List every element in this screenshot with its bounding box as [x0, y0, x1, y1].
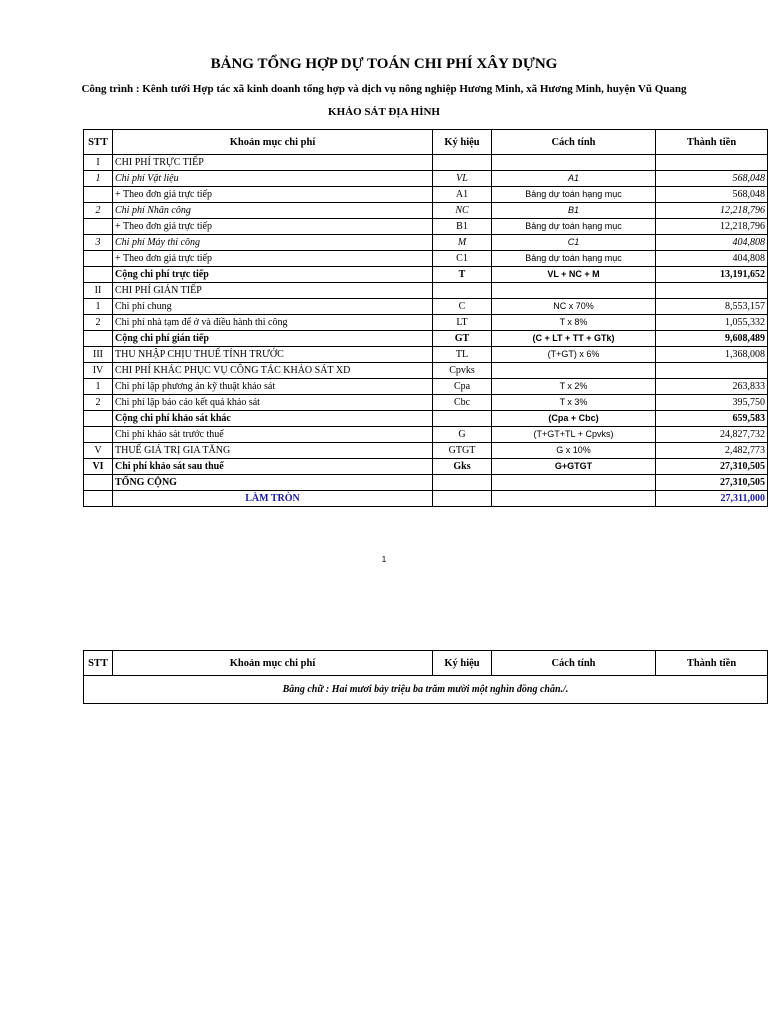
row-amount: 404,808 [656, 235, 768, 251]
row-stt [84, 491, 113, 507]
row-item-name: Cộng chi phí gián tiếp [113, 331, 433, 347]
header-amount: Thành tiền [656, 130, 768, 155]
table-row [84, 475, 768, 491]
row-method: Bảng dự toán hạng mục [492, 219, 656, 235]
row-item-name: Chi phí Máy thi công [113, 235, 433, 251]
project-subtitle: Công trình : Kênh tưới Hợp tác xã kinh doanh tổng hợp và dịch vụ nông nghiệp Hương Minh, xã Hương Minh, huyện Vũ Quang [81, 83, 687, 95]
row-item-name: Chi phí chung [113, 299, 433, 315]
header-stt: STT [84, 651, 113, 676]
table-row [84, 395, 768, 411]
table-row [84, 379, 768, 395]
row-symbol [433, 491, 492, 507]
row-method [492, 363, 656, 379]
row-item-name: + Theo đơn giá trực tiếp [113, 251, 433, 267]
row-symbol: B1 [433, 219, 492, 235]
header-method: Cách tính [492, 130, 656, 155]
table-header-row [84, 130, 768, 155]
row-method: Bảng dự toán hạng mục [492, 251, 656, 267]
row-item-name: Chi phí lập phương án kỹ thuật khảo sát [113, 379, 433, 395]
row-method: Bảng dự toán hạng mục [492, 187, 656, 203]
row-item-name: Cộng chi phí khảo sát khác [113, 411, 433, 427]
row-item-name: Chi phí lập báo cáo kết quả khảo sát [113, 395, 433, 411]
row-method [492, 491, 656, 507]
row-symbol: T [433, 267, 492, 283]
row-symbol: TL [433, 347, 492, 363]
row-symbol: Cpa [433, 379, 492, 395]
row-symbol: Gks [433, 459, 492, 475]
row-amount: 12,218,796 [656, 219, 768, 235]
row-symbol: C [433, 299, 492, 315]
table-row [84, 187, 768, 203]
row-method: T x 2% [492, 379, 656, 395]
table-row [84, 427, 768, 443]
row-stt: 1 [84, 379, 113, 395]
table-row [84, 347, 768, 363]
row-amount: 24,827,732 [656, 427, 768, 443]
row-amount: 12,218,796 [656, 203, 768, 219]
row-stt [84, 411, 113, 427]
table-row [84, 443, 768, 459]
table-row [84, 267, 768, 283]
row-stt: VI [84, 459, 113, 475]
row-item-name: Cộng chi phí trực tiếp [113, 267, 433, 283]
row-symbol: NC [433, 203, 492, 219]
row-stt: 2 [84, 395, 113, 411]
row-stt: 1 [84, 299, 113, 315]
table-row [84, 203, 768, 219]
row-amount: 8,553,157 [656, 299, 768, 315]
row-symbol: C1 [433, 251, 492, 267]
row-symbol: LT [433, 315, 492, 331]
row-method: (Cpa + Cbc) [492, 411, 656, 427]
row-amount: 1,055,332 [656, 315, 768, 331]
row-amount: 263,833 [656, 379, 768, 395]
row-item-name: Chi phí khảo sát trước thuế [113, 427, 433, 443]
row-amount [656, 155, 768, 171]
row-item-name: Chi phí Vật liệu [113, 171, 433, 187]
row-method: G x 10% [492, 443, 656, 459]
table-row [84, 251, 768, 267]
header-item: Khoản mục chi phí [113, 651, 433, 676]
row-amount: 659,583 [656, 411, 768, 427]
amount-in-words: Bằng chữ : Hai mươi bảy triệu ba trăm mười một nghìn đồng chẵn./. [84, 676, 768, 704]
row-amount: 568,048 [656, 171, 768, 187]
row-stt [84, 427, 113, 443]
document-title: BẢNG TỔNG HỢP DỰ TOÁN CHI PHÍ XÂY DỰNG [210, 56, 558, 72]
header-symbol: Ký hiệu [433, 130, 492, 155]
row-amount: 395,750 [656, 395, 768, 411]
row-method: C1 [492, 235, 656, 251]
row-stt [84, 331, 113, 347]
row-item-name: Chi phí nhà tạm để ở và điều hành thi công [113, 315, 433, 331]
row-method: G+GTGT [492, 459, 656, 475]
row-item-name: + Theo đơn giá trực tiếp [113, 219, 433, 235]
row-method: A1 [492, 171, 656, 187]
table-row [84, 363, 768, 379]
page-number: 1 [381, 555, 387, 564]
row-item-name: CHI PHÍ KHÁC PHỤC VỤ CÔNG TÁC KHẢO SÁT XD [113, 363, 433, 379]
row-method [492, 283, 656, 299]
row-stt [84, 251, 113, 267]
row-method: (T+GT+TL + Cpvks) [492, 427, 656, 443]
table-row [84, 171, 768, 187]
row-amount: 27,310,505 [656, 475, 768, 491]
row-amount: 404,808 [656, 251, 768, 267]
table-row [84, 491, 768, 507]
row-amount: 9,608,489 [656, 331, 768, 347]
row-method: NC x 70% [492, 299, 656, 315]
row-item-name: LÀM TRÒN [113, 491, 433, 507]
row-stt [84, 267, 113, 283]
table-row [84, 283, 768, 299]
header-method: Cách tính [492, 651, 656, 676]
table-row [84, 315, 768, 331]
row-stt: II [84, 283, 113, 299]
row-stt [84, 475, 113, 491]
row-stt: I [84, 155, 113, 171]
row-method [492, 155, 656, 171]
cost-summary-table [83, 129, 768, 507]
row-symbol: Cbc [433, 395, 492, 411]
row-amount: 13,191,652 [656, 267, 768, 283]
header-amount: Thành tiền [656, 651, 768, 676]
row-stt: 3 [84, 235, 113, 251]
row-amount: 27,310,505 [656, 459, 768, 475]
row-amount [656, 283, 768, 299]
row-symbol [433, 411, 492, 427]
row-item-name: TỔNG CỘNG [113, 475, 433, 491]
row-symbol: GT [433, 331, 492, 347]
row-item-name: Chi phí Nhân công [113, 203, 433, 219]
row-stt: 2 [84, 315, 113, 331]
amount-in-words-row [84, 676, 768, 704]
row-method: (C + LT + TT + GTk) [492, 331, 656, 347]
row-item-name: THU NHẬP CHỊU THUẾ TÍNH TRƯỚC [113, 347, 433, 363]
row-stt: V [84, 443, 113, 459]
row-amount: 2,482,773 [656, 443, 768, 459]
table-row [84, 219, 768, 235]
survey-type: KHẢO SÁT ĐỊA HÌNH [328, 106, 440, 118]
row-method: T x 3% [492, 395, 656, 411]
row-item-name: + Theo đơn giá trực tiếp [113, 187, 433, 203]
row-method: VL + NC + M [492, 267, 656, 283]
table-row [84, 235, 768, 251]
row-symbol: Cpvks [433, 363, 492, 379]
row-symbol: VL [433, 171, 492, 187]
table-row [84, 459, 768, 475]
row-symbol [433, 475, 492, 491]
row-amount: 568,048 [656, 187, 768, 203]
row-method: T x 8% [492, 315, 656, 331]
header-symbol: Ký hiệu [433, 651, 492, 676]
row-method [492, 475, 656, 491]
table-row [84, 331, 768, 347]
row-method: (T+GT) x 6% [492, 347, 656, 363]
row-symbol [433, 155, 492, 171]
amount-in-words-table [83, 650, 768, 704]
row-stt [84, 187, 113, 203]
row-stt: 1 [84, 171, 113, 187]
table-row [84, 155, 768, 171]
table-row [84, 299, 768, 315]
row-method: B1 [492, 203, 656, 219]
row-symbol: G [433, 427, 492, 443]
row-amount: 1,368,008 [656, 347, 768, 363]
header-item: Khoản mục chi phí [113, 130, 433, 155]
row-amount [656, 363, 768, 379]
row-stt: 2 [84, 203, 113, 219]
row-item-name: THUẾ GIÁ TRỊ GIA TĂNG [113, 443, 433, 459]
row-item-name: CHI PHÍ GIÁN TIẾP [113, 283, 433, 299]
row-symbol: A1 [433, 187, 492, 203]
row-amount: 27,311,000 [656, 491, 768, 507]
table-header-row [84, 651, 768, 676]
row-item-name: Chi phí khảo sát sau thuế [113, 459, 433, 475]
row-stt [84, 219, 113, 235]
header-stt: STT [84, 130, 113, 155]
row-stt: III [84, 347, 113, 363]
row-symbol: GTGT [433, 443, 492, 459]
row-symbol: M [433, 235, 492, 251]
row-symbol [433, 283, 492, 299]
row-stt: IV [84, 363, 113, 379]
row-item-name: CHI PHÍ TRỰC TIẾP [113, 155, 433, 171]
table-row [84, 411, 768, 427]
table-body [84, 155, 768, 507]
